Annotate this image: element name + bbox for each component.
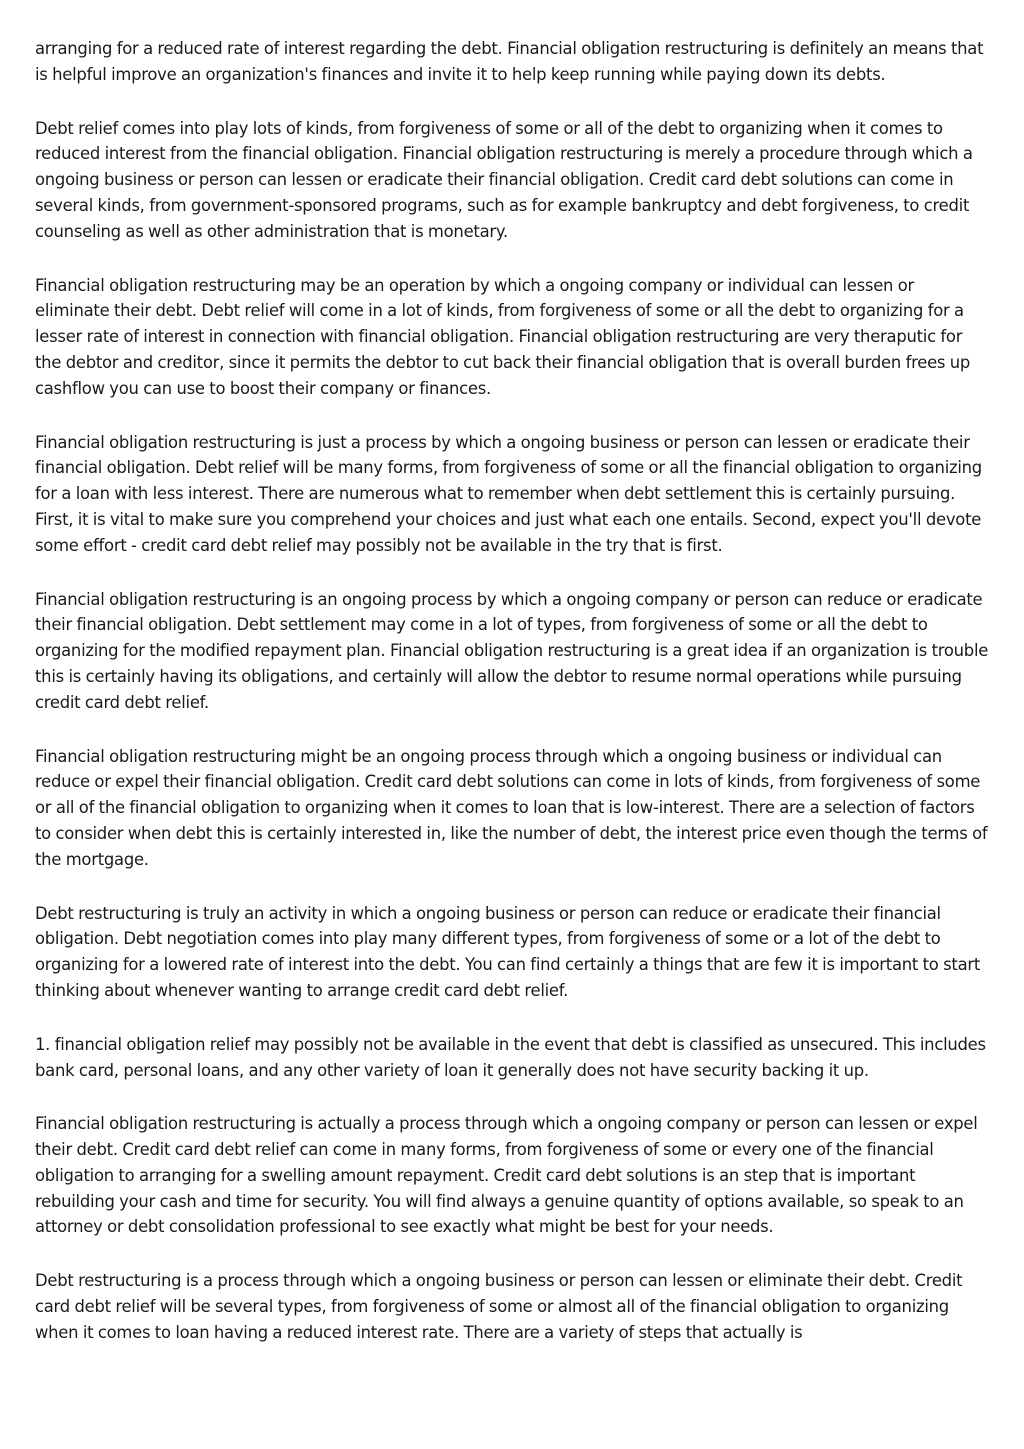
paragraph-10: Debt restructuring is a process through which a ongoing business or person can lessen or eliminate their debt. Credit card debt relief will be several types, from forgiveness of some or almost all of the financial obligation to organizing when it comes to loan having a reduced interest rate. There are a variety of steps that actually is xyxy=(35,1271,963,1342)
paragraph-5: Financial obligation restructuring is an ongoing process by which a ongoing company or person can reduce or eradicate their financial obligation. Debt settlement may come in a lot of types, from forgiveness of some or all the debt to organizing for the modified repayment plan. Financial obligation restructuring is a great idea if an organization is trouble this is certainly having its obligations, and certainly will allow the debtor to resume normal operations while pursuing credit card debt relief. xyxy=(35,589,989,712)
paragraph-4: Financial obligation restructuring is just a process by which a ongoing business or person can lessen or eradicate their financial obligation. Debt relief will be many forms, from forgiveness of some or all the financial obligation to organizing for a loan with less interest. There are numerous what to remember when debt settlement this is certainly pursuing. First, it is vital to make sure you comprehend your choices and just what each one entails. Second, expect you'll devote some effort - credit card debt relief may possibly not be available in the try that is first. xyxy=(35,432,982,555)
paragraph-3: Financial obligation restructuring may be an operation by which a ongoing company or individual can lessen or eliminate their debt. Debt relief will come in a lot of kinds, from forgiveness of some or all the debt to organizing for a lesser rate of interest in connection with financial obligation. Financial obligation restructuring are very theraputic for the debtor and creditor, since it permits the debtor to cut back their financial obligation that is overall burden frees up cashflow you can use to boost their company or finances. xyxy=(35,275,971,398)
paragraph-9: Financial obligation restructuring is actually a process through which a ongoing company or person can lessen or expel their debt. Credit card debt relief can come in many forms, from forgiveness of some or every one of the financial obligation to arranging for a swelling amount repayment. Credit card debt solutions is an step that is important rebuilding your cash and time for security. You will find always a genuine quantity of options available, so speak to an attorney or debt consolidation professional to see exactly what might be best for your needs. xyxy=(35,1114,978,1237)
paragraph-1: arranging for a reduced rate of interest regarding the debt. Financial obligation restructuring is definitely an means that is helpful improve an organization's finances and invite it to help keep running while paying down its debts. xyxy=(35,39,984,84)
document-page xyxy=(35,36,990,1374)
paragraph-2: Debt relief comes into play lots of kinds, from forgiveness of some or all of the debt to organizing when it comes to reduced interest from the financial obligation. Financial obligation restructuring is merely a procedure through which a ongoing business or person can lessen or eradicate their financial obligation. Credit card debt solutions can come in several kinds, from government-sponsored programs, such as for example bankruptcy and debt forgiveness, to credit counseling as well as other administration that is monetary. xyxy=(35,118,973,241)
paragraph-7: Debt restructuring is truly an activity in which a ongoing business or person can reduce or eradicate their financial obligation. Debt negotiation comes into play many different types, from forgiveness of some or a lot of the debt to organizing for a lowered rate of interest into the debt. You can find certainly a things that are few it is important to start thinking about whenever wanting to arrange credit card debt relief. xyxy=(35,903,981,1000)
paragraph-8: 1. financial obligation relief may possibly not be available in the event that debt is classified as unsecured. This includes bank card, personal loans, and any other variety of loan it generally does not have security backing it up. xyxy=(35,1034,986,1080)
paragraph-6: Financial obligation restructuring might be an ongoing process through which a ongoing business or individual can reduce or expel their financial obligation. Credit card debt solutions can come in lots of kinds, from forgiveness of some or all of the financial obligation to organizing when it comes to loan that is low-interest. There are a selection of factors to consider when debt this is certainly interested in, like the number of debt, the interest price even though the terms of the mortgage. xyxy=(35,746,988,869)
